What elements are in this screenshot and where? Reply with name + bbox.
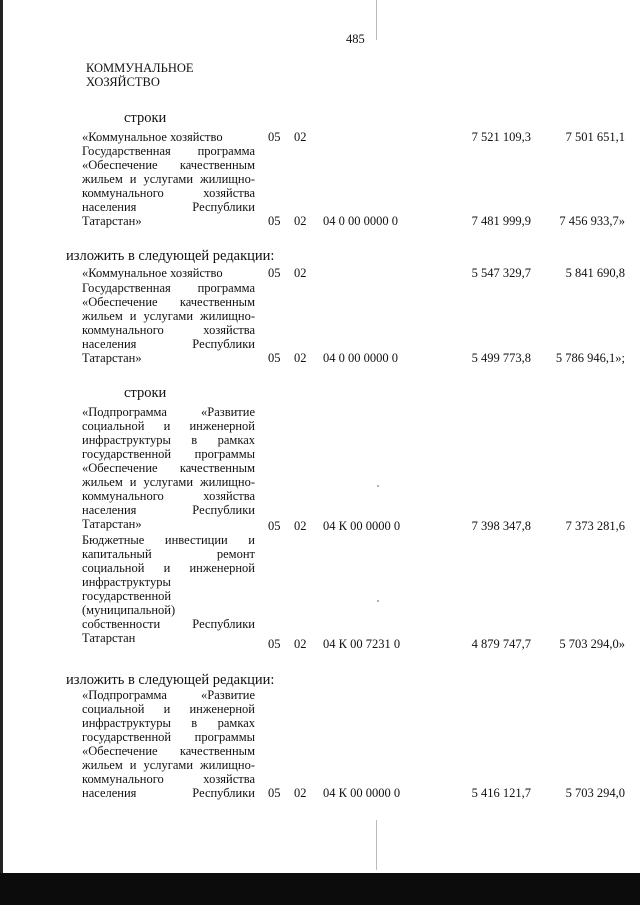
scan-gutter-mark <box>376 0 377 40</box>
row-name-block <box>82 533 255 645</box>
csr-code: 04 К 00 0000 0 <box>323 519 401 533</box>
row-name-line: капитальный ремонт <box>82 547 255 561</box>
value-year2: 5 703 294,0» <box>559 637 625 651</box>
row-name: «Коммунальное хозяйство <box>82 266 223 280</box>
rz-code: 05 <box>268 130 281 144</box>
rz-code: 05 <box>268 351 281 365</box>
value-year2: 5 841 690,8 <box>565 266 625 280</box>
csr-code: 04 К 00 7231 0 <box>323 637 401 651</box>
row-name: «Коммунальное хозяйство <box>82 130 223 144</box>
section-title-line: ХОЗЯЙСТВО <box>86 75 160 89</box>
pr-code: 02 <box>294 786 307 800</box>
value-year2: 7 373 281,6 <box>565 519 625 533</box>
scan-speck <box>377 485 379 487</box>
row-name-block <box>82 688 255 800</box>
row-name-line: государственной программы <box>82 447 255 461</box>
page-number: 485 <box>346 32 365 46</box>
row-name-line: Татарстан» <box>82 351 142 365</box>
row-name-line: собственности Республики <box>82 617 255 631</box>
value-year1: 4 879 747,7 <box>471 637 531 651</box>
row-name-line: Татарстан <box>82 631 136 645</box>
stroki-label: строки <box>124 110 167 126</box>
row-name-line: государственной <box>82 589 172 603</box>
row-name-block <box>82 405 255 531</box>
pr-code: 02 <box>294 637 307 651</box>
row-name-line: «Обеспечение качественным <box>82 744 255 758</box>
row-name-line: коммунального хозяйства <box>82 323 255 337</box>
pr-code: 02 <box>294 266 307 280</box>
row-name-line: социальной и инженерной <box>82 419 255 433</box>
value-year1: 7 398 347,8 <box>471 519 531 533</box>
pr-code: 02 <box>294 351 307 365</box>
value-year1: 5 499 773,8 <box>471 351 531 365</box>
pr-code: 02 <box>294 214 307 228</box>
row-name-line: коммунального хозяйства <box>82 489 255 503</box>
row-name-line: «Подпрограмма «Развитие <box>82 688 255 702</box>
value-year2: 5 703 294,0 <box>565 786 625 800</box>
row-name-block <box>82 144 255 228</box>
row-name-line: инфраструктуры в рамках <box>82 433 255 447</box>
value-year2: 7 456 933,7» <box>559 214 625 228</box>
scan-left-edge <box>0 0 3 905</box>
value-year2: 7 501 651,1 <box>565 130 625 144</box>
row-name-line: «Подпрограмма «Развитие <box>82 405 255 419</box>
row-name-line: государственной программы <box>82 730 255 744</box>
izlozhit-label: изложить в следующей редакции: <box>66 672 275 688</box>
row-name-line: жильем и услугами жилищно- <box>82 309 255 323</box>
row-name-line: коммунального хозяйства <box>82 772 255 786</box>
row-name-line: населения Республики <box>82 786 255 800</box>
row-name-line: жильем и услугами жилищно- <box>82 475 255 489</box>
rz-code: 05 <box>268 519 281 533</box>
row-name-line: Татарстан» <box>82 517 142 531</box>
pr-code: 02 <box>294 519 307 533</box>
value-year1: 5 547 329,7 <box>471 266 531 280</box>
rz-code: 05 <box>268 786 281 800</box>
izlozhit-label: изложить в следующей редакции: <box>66 248 275 264</box>
row-name-line: (муниципальной) <box>82 603 176 617</box>
rz-code: 05 <box>268 637 281 651</box>
value-year1: 5 416 121,7 <box>471 786 531 800</box>
row-name-line: жильем и услугами жилищно- <box>82 758 255 772</box>
pr-code: 02 <box>294 130 307 144</box>
row-name-line: Бюджетные инвестиции и <box>82 533 255 547</box>
row-name-line: жильем и услугами жилищно- <box>82 172 255 186</box>
row-name-line: инфраструктуры <box>82 575 171 589</box>
rz-code: 05 <box>268 214 281 228</box>
row-name-line: коммунального хозяйства <box>82 186 255 200</box>
csr-code: 04 0 00 0000 0 <box>323 214 398 228</box>
csr-code: 04 0 00 0000 0 <box>323 351 398 365</box>
value-year2: 5 786 946,1»; <box>555 351 625 365</box>
row-name-line: социальной и инженерной <box>82 702 255 716</box>
row-name-line: «Обеспечение качественным <box>82 158 255 172</box>
row-name-line: инфраструктуры в рамках <box>82 716 255 730</box>
row-name-line: населения Республики <box>82 200 255 214</box>
row-name-line: населения Республики <box>82 337 255 351</box>
row-name-line: «Обеспечение качественным <box>82 461 255 475</box>
row-name-block <box>82 281 255 365</box>
row-name-line: Государственная программа <box>82 144 255 158</box>
scan-bottom-border <box>0 873 640 905</box>
value-year1: 7 481 999,9 <box>471 214 531 228</box>
scan-speck <box>377 600 379 602</box>
section-title-line: КОММУНАЛЬНОЕ <box>86 61 194 75</box>
csr-code: 04 К 00 0000 0 <box>323 786 401 800</box>
value-year1: 7 521 109,3 <box>471 130 531 144</box>
row-name-line: населения Республики <box>82 503 255 517</box>
row-name-line: Татарстан» <box>82 214 142 228</box>
stroki-label: строки <box>124 385 167 401</box>
rz-code: 05 <box>268 266 281 280</box>
scan-gutter-mark <box>376 820 377 870</box>
row-name-line: Государственная программа <box>82 281 255 295</box>
row-name-line: социальной и инженерной <box>82 561 255 575</box>
row-name-line: «Обеспечение качественным <box>82 295 255 309</box>
